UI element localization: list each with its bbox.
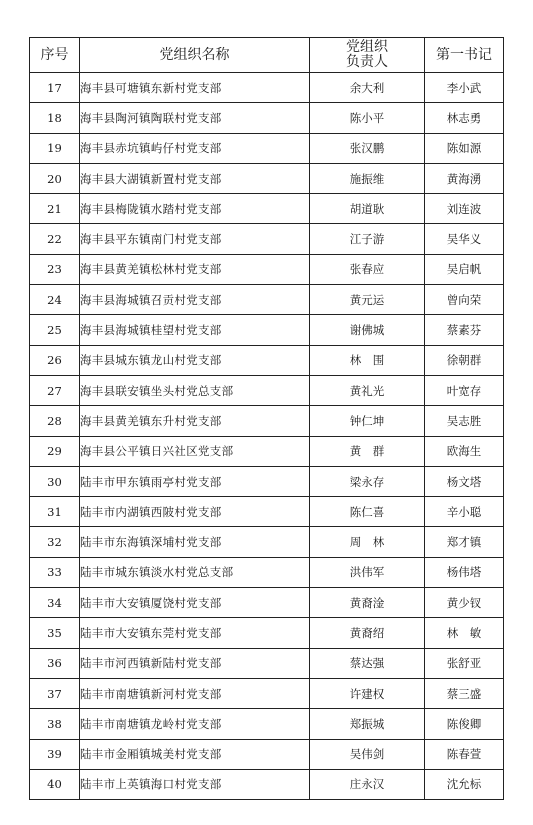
table-header-row <box>30 38 504 73</box>
org-name: 海丰县可塘镇东新村党支部 <box>80 73 310 103</box>
table-row <box>30 497 504 527</box>
table-row <box>30 224 504 254</box>
org-name: 海丰县城东镇龙山村党支部 <box>80 345 310 375</box>
row-index: 30 <box>30 466 80 496</box>
leader-name: 黄裔淦 <box>310 588 425 618</box>
secretary-name: 黄海湧 <box>425 163 504 193</box>
leader-name: 胡道耿 <box>310 194 425 224</box>
row-index: 18 <box>30 103 80 133</box>
secretary-name: 陈俊卿 <box>425 709 504 739</box>
leader-name: 钟仁坤 <box>310 406 425 436</box>
header-leader <box>310 38 425 73</box>
header-secretary: 第一书记 <box>425 38 504 73</box>
leader-name: 陈仁喜 <box>310 497 425 527</box>
row-index: 37 <box>30 678 80 708</box>
org-name: 海丰县海城镇桂望村党支部 <box>80 315 310 345</box>
header-leader-line2: 负责人 <box>346 54 388 70</box>
org-name: 陆丰市南塘镇龙岭村党支部 <box>80 709 310 739</box>
secretary-name: 叶宽存 <box>425 375 504 405</box>
header-index: 序号 <box>30 38 80 73</box>
org-name: 海丰县黄羌镇东升村党支部 <box>80 406 310 436</box>
row-index: 32 <box>30 527 80 557</box>
org-name: 陆丰市大安镇厦饶村党支部 <box>80 588 310 618</box>
row-index: 28 <box>30 406 80 436</box>
leader-name: 许建权 <box>310 678 425 708</box>
table-row <box>30 345 504 375</box>
leader-name: 周 林 <box>310 527 425 557</box>
row-index: 24 <box>30 285 80 315</box>
org-name: 陆丰市内湖镇西陂村党支部 <box>80 497 310 527</box>
row-index: 17 <box>30 73 80 103</box>
leader-name: 黄裔绍 <box>310 618 425 648</box>
row-index: 27 <box>30 375 80 405</box>
header-org-name: 党组织名称 <box>80 38 310 73</box>
secretary-name: 陈如源 <box>425 133 504 163</box>
secretary-name: 曾向荣 <box>425 285 504 315</box>
org-name: 海丰县公平镇日兴社区党支部 <box>80 436 310 466</box>
secretary-name: 杨文塔 <box>425 466 504 496</box>
table-row <box>30 73 504 103</box>
org-name: 海丰县赤坑镇屿仔村党支部 <box>80 133 310 163</box>
leader-name: 黄元运 <box>310 285 425 315</box>
leader-name: 施振维 <box>310 163 425 193</box>
table-row <box>30 285 504 315</box>
leader-name: 张春应 <box>310 254 425 284</box>
leader-name: 洪伟军 <box>310 557 425 587</box>
org-name: 陆丰市上英镇海口村党支部 <box>80 769 310 799</box>
secretary-name: 李小武 <box>425 73 504 103</box>
table-row <box>30 557 504 587</box>
table-row <box>30 163 504 193</box>
secretary-name: 林志勇 <box>425 103 504 133</box>
org-name: 陆丰市金厢镇城美村党支部 <box>80 739 310 769</box>
table-row <box>30 103 504 133</box>
row-index: 39 <box>30 739 80 769</box>
leader-name: 余大利 <box>310 73 425 103</box>
leader-name: 谢佛城 <box>310 315 425 345</box>
leader-name: 黄 群 <box>310 436 425 466</box>
row-index: 31 <box>30 497 80 527</box>
secretary-name: 吴启帆 <box>425 254 504 284</box>
row-index: 29 <box>30 436 80 466</box>
leader-name: 庄永汉 <box>310 769 425 799</box>
secretary-name: 吴华义 <box>425 224 504 254</box>
table-row <box>30 527 504 557</box>
row-index: 21 <box>30 194 80 224</box>
row-index: 26 <box>30 345 80 375</box>
row-index: 35 <box>30 618 80 648</box>
table-row <box>30 648 504 678</box>
leader-name: 蔡达强 <box>310 648 425 678</box>
org-name: 海丰县海城镇召贡村党支部 <box>80 285 310 315</box>
party-organization-table <box>29 37 504 800</box>
row-index: 19 <box>30 133 80 163</box>
org-name: 陆丰市城东镇淡水村党总支部 <box>80 557 310 587</box>
header-leader-line1: 党组织 <box>346 39 388 55</box>
table-row <box>30 588 504 618</box>
secretary-name: 沈允标 <box>425 769 504 799</box>
leader-name: 张汉鹏 <box>310 133 425 163</box>
org-name: 海丰县平东镇南门村党支部 <box>80 224 310 254</box>
org-name: 海丰县陶河镇陶联村党支部 <box>80 103 310 133</box>
org-name: 陆丰市东海镇深埔村党支部 <box>80 527 310 557</box>
secretary-name: 辛小聪 <box>425 497 504 527</box>
row-index: 20 <box>30 163 80 193</box>
table-row <box>30 194 504 224</box>
secretary-name: 黄少钗 <box>425 588 504 618</box>
secretary-name: 吴志胜 <box>425 406 504 436</box>
row-index: 38 <box>30 709 80 739</box>
org-name: 海丰县黄羌镇松林村党支部 <box>80 254 310 284</box>
secretary-name: 欧海生 <box>425 436 504 466</box>
secretary-name: 杨伟塔 <box>425 557 504 587</box>
org-name: 海丰县大湖镇新置村党支部 <box>80 163 310 193</box>
leader-name: 陈小平 <box>310 103 425 133</box>
table-row <box>30 254 504 284</box>
leader-name: 江子游 <box>310 224 425 254</box>
leader-name: 林 围 <box>310 345 425 375</box>
table-row <box>30 769 504 799</box>
leader-name: 郑振城 <box>310 709 425 739</box>
table-row <box>30 466 504 496</box>
org-name: 陆丰市大安镇东莞村党支部 <box>80 618 310 648</box>
leader-name: 梁永存 <box>310 466 425 496</box>
secretary-name: 蔡三盛 <box>425 678 504 708</box>
secretary-name: 陈春萱 <box>425 739 504 769</box>
secretary-name: 张舒亚 <box>425 648 504 678</box>
leader-name: 吴伟剑 <box>310 739 425 769</box>
secretary-name: 刘连波 <box>425 194 504 224</box>
table-row <box>30 315 504 345</box>
table-row <box>30 133 504 163</box>
row-index: 22 <box>30 224 80 254</box>
org-name: 陆丰市河西镇新陆村党支部 <box>80 648 310 678</box>
org-name: 陆丰市甲东镇雨亭村党支部 <box>80 466 310 496</box>
row-index: 34 <box>30 588 80 618</box>
secretary-name: 徐朝群 <box>425 345 504 375</box>
table-row <box>30 406 504 436</box>
row-index: 23 <box>30 254 80 284</box>
table-row <box>30 739 504 769</box>
table-row <box>30 375 504 405</box>
row-index: 25 <box>30 315 80 345</box>
table-row <box>30 618 504 648</box>
row-index: 36 <box>30 648 80 678</box>
row-index: 40 <box>30 769 80 799</box>
leader-name: 黄礼光 <box>310 375 425 405</box>
org-name: 陆丰市南塘镇新河村党支部 <box>80 678 310 708</box>
row-index: 33 <box>30 557 80 587</box>
secretary-name: 蔡素芬 <box>425 315 504 345</box>
secretary-name: 林 敏 <box>425 618 504 648</box>
org-name: 海丰县梅陇镇水踏村党支部 <box>80 194 310 224</box>
table-row <box>30 709 504 739</box>
secretary-name: 郑才镇 <box>425 527 504 557</box>
org-name: 海丰县联安镇坐头村党总支部 <box>80 375 310 405</box>
table-row <box>30 678 504 708</box>
table-row <box>30 436 504 466</box>
